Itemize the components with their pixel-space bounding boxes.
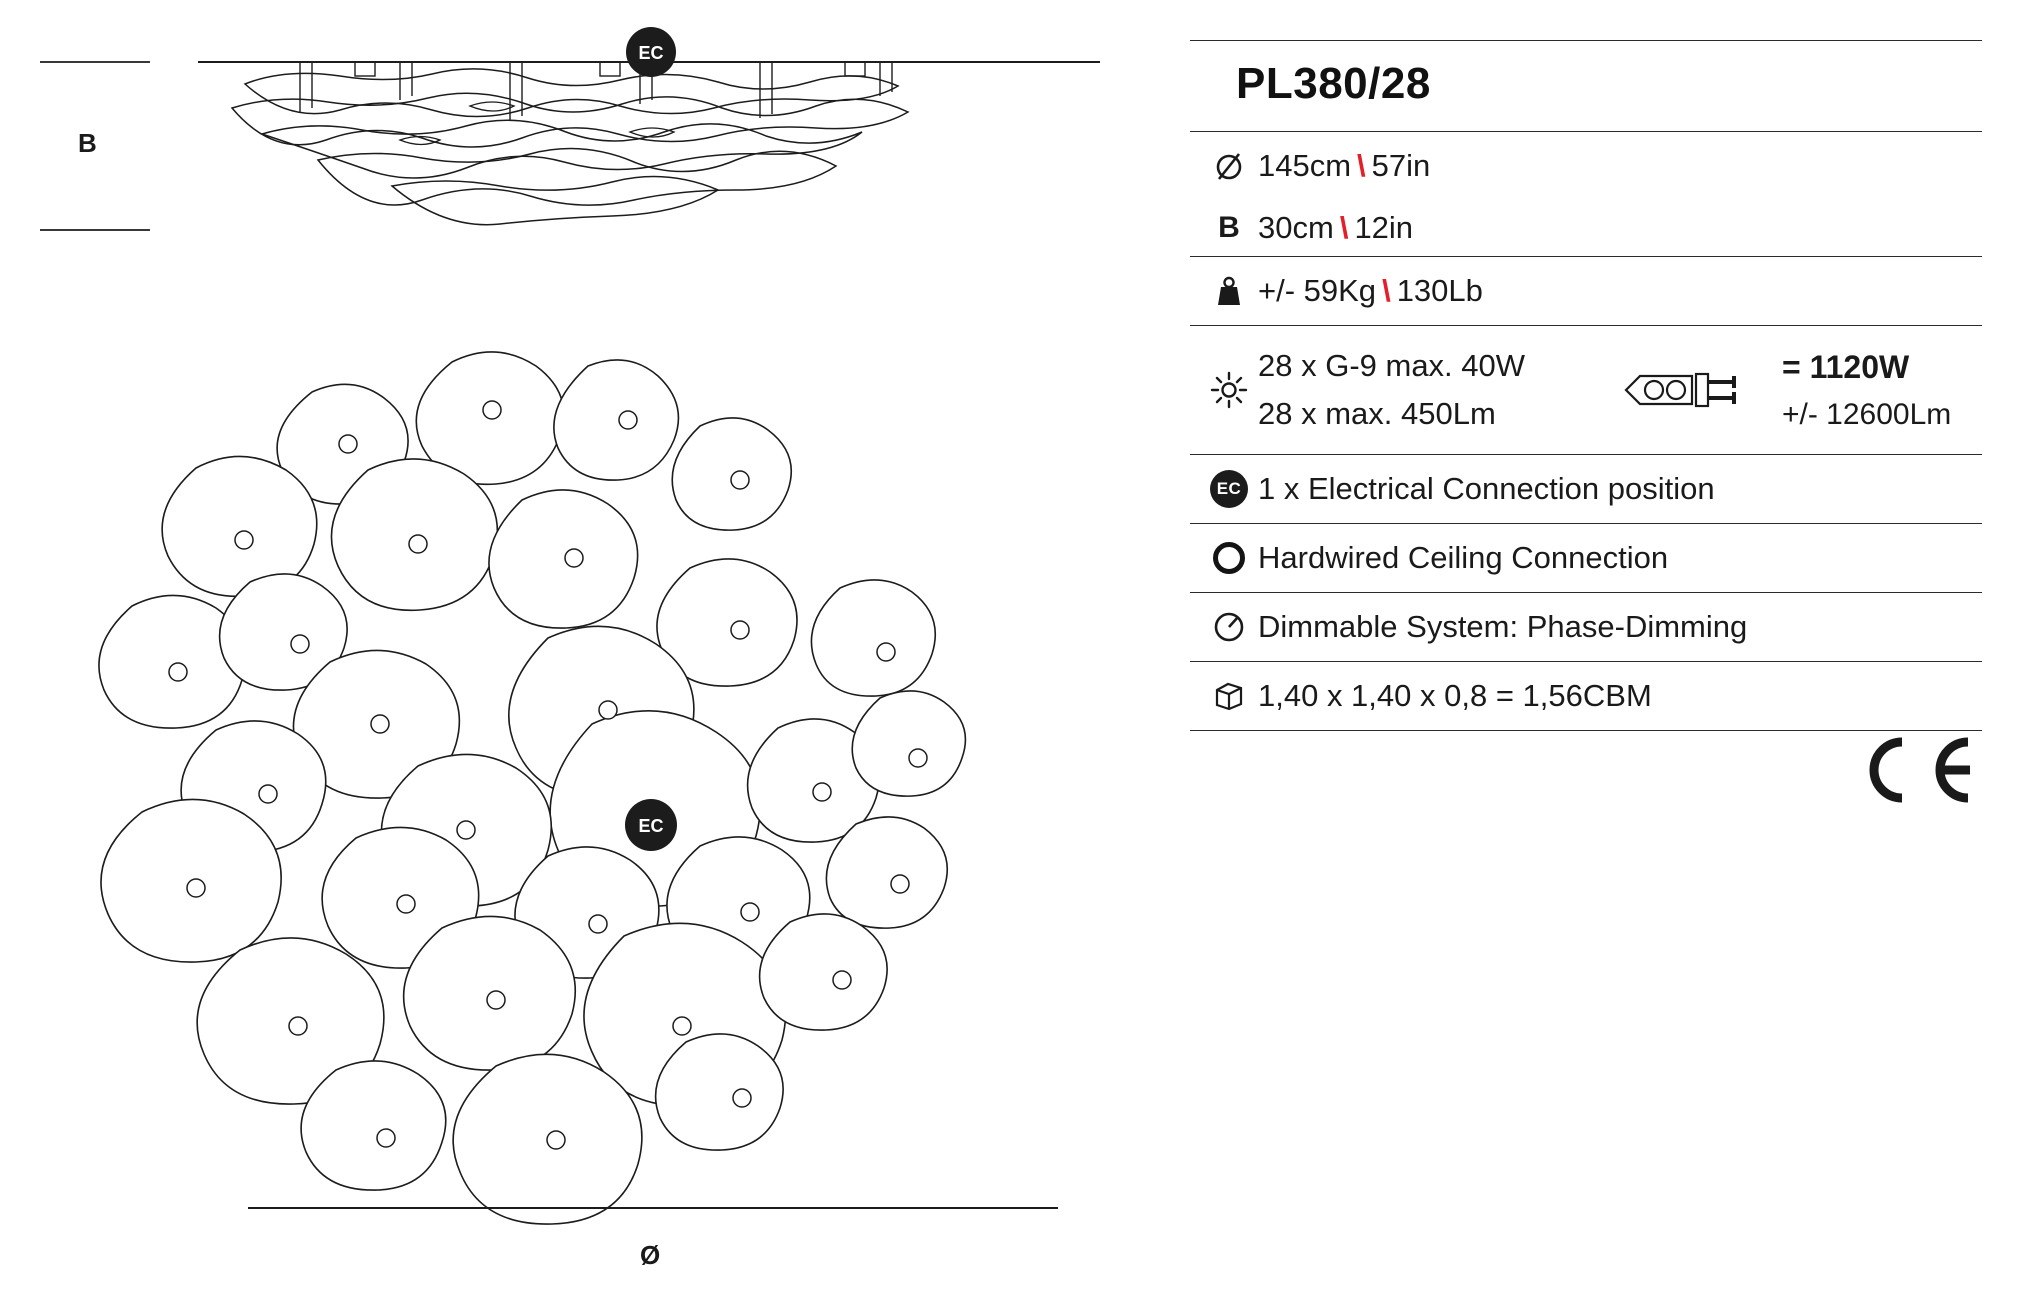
lamp-lumen: 28 x max. 450Lm (1258, 396, 1496, 431)
total-wattage: = 1120W (1782, 348, 1910, 385)
diameter-imperial: 57in (1371, 148, 1431, 183)
height-imperial: 12in (1354, 210, 1414, 245)
weight-imperial: 130Lb (1396, 273, 1483, 308)
total-lumen: +/- 12600Lm (1782, 397, 1952, 431)
lamp-totals (1782, 349, 1951, 432)
ec-marker-elevation (626, 27, 676, 77)
dimmable-text: Dimmable System: Phase-Dimming (1258, 609, 1748, 644)
height-dimension-label: B (78, 128, 98, 158)
svg-text:EC: EC (638, 816, 664, 836)
packing-text: 1,40 x 1,40 x 0,8 = 1,56CBM (1258, 678, 1652, 713)
hardwired-ring-icon (1200, 542, 1258, 574)
spec-row-dimmable (1190, 593, 1982, 661)
ec-marker-plan (625, 799, 677, 851)
ceiling-connection-text: Hardwired Ceiling Connection (1258, 540, 1669, 575)
ce-mark-icon (1850, 730, 1980, 815)
page-title: PL380/28 (1236, 59, 1431, 108)
plan-view (0, 300, 1170, 1310)
dimmer-icon (1200, 610, 1258, 644)
elevation-view (0, 0, 1170, 260)
lamp-specs (1258, 348, 1588, 432)
spec-row-ceiling-connection (1190, 524, 1982, 592)
ec-badge-label: EC (1210, 470, 1248, 508)
bulb-icon (1200, 371, 1258, 409)
spec-row-packing (1190, 662, 1982, 730)
spec-row-weight (1190, 257, 1982, 325)
diameter-dimension-label: Ø (640, 1240, 661, 1270)
separator-slash: \ (1339, 210, 1349, 245)
specification-pane (1170, 0, 2042, 1310)
separator-slash: \ (1357, 148, 1366, 183)
separator-slash: \ (1382, 273, 1391, 308)
spec-row-height (1190, 200, 1982, 256)
spec-row-lamp (1190, 326, 1982, 454)
diameter-metric: 145cm (1258, 148, 1352, 183)
height-metric: 30cm (1258, 210, 1334, 245)
spec-row-electrical (1190, 455, 1982, 523)
box-icon (1200, 679, 1258, 713)
height-symbol: B (1218, 211, 1240, 244)
electrical-text: 1 x Electrical Connection position (1258, 471, 1715, 506)
weight-icon (1200, 274, 1258, 308)
svg-text:EC: EC (638, 43, 664, 63)
ec-icon (1200, 470, 1258, 508)
lamp-type: 28 x G-9 max. 40W (1258, 348, 1526, 383)
g9-socket-icon (1588, 362, 1782, 418)
spec-row-diameter (1190, 132, 1982, 200)
weight-metric: +/- 59Kg (1258, 273, 1377, 308)
diameter-icon (1200, 149, 1258, 183)
